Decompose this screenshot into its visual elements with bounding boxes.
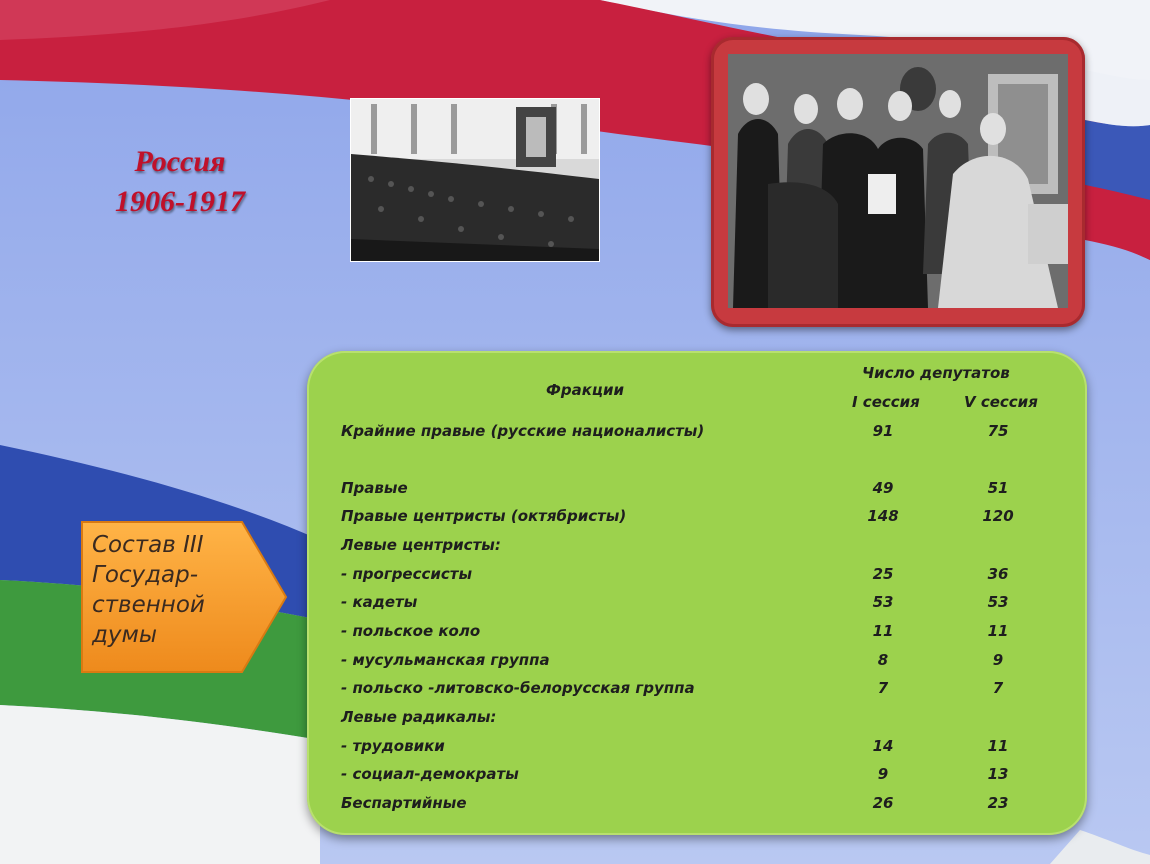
table-row — [307, 765, 1087, 791]
callout-line: ственной — [92, 592, 205, 618]
session-5-value: 120 — [982, 507, 1014, 525]
faction-name: - польско -литовско-белорусская группа — [341, 679, 695, 697]
session-1-value: 91 — [872, 422, 894, 440]
session-1-value: 53 — [872, 593, 894, 611]
faction-name: - кадеты — [341, 593, 418, 611]
faction-name: Крайние правые (русские националисты) — [341, 422, 705, 440]
session-1-value: 49 — [872, 479, 894, 497]
faction-name: Левые центристы: — [341, 536, 501, 554]
table-row — [307, 708, 1087, 734]
session-5-value: 13 — [987, 765, 1009, 783]
table-row — [307, 536, 1087, 562]
faction-name: - трудовики — [341, 737, 445, 755]
faction-name: - мусульманская группа — [341, 651, 550, 669]
callout-text — [92, 530, 252, 650]
callout-line: Государ- — [92, 562, 199, 588]
faction-name: - социал-демократы — [341, 765, 519, 783]
table-row — [307, 737, 1087, 763]
faction-name: - польское коло — [341, 622, 481, 640]
session-1-value: 7 — [877, 679, 889, 697]
callout-arrow — [80, 520, 290, 675]
session-5-value: 11 — [987, 622, 1009, 640]
faction-name: Правые — [341, 479, 408, 497]
table-row — [307, 593, 1087, 619]
table-row — [307, 794, 1087, 820]
header-session-1: I сессия — [852, 393, 920, 411]
header-session-5: V сессия — [964, 393, 1038, 411]
session-5-value: 7 — [992, 679, 1004, 697]
session-1-value: 11 — [872, 622, 894, 640]
session-5-value: 53 — [987, 593, 1009, 611]
callout-line: думы — [92, 622, 158, 648]
session-1-value: 26 — [872, 794, 894, 812]
session-5-value: 51 — [987, 479, 1009, 497]
session-1-value: 8 — [877, 651, 889, 669]
page-title — [80, 142, 280, 222]
faction-name: - прогрессисты — [341, 565, 473, 583]
session-1-value: 148 — [867, 507, 899, 525]
table-row — [307, 565, 1087, 591]
session-5-value: 11 — [987, 737, 1009, 755]
title-line-years: 1906-1917 — [115, 185, 245, 218]
faction-name: Правые центристы (октябристы) — [341, 507, 627, 525]
table-row — [307, 422, 1087, 448]
session-5-value: 36 — [987, 565, 1009, 583]
session-1-value: 9 — [877, 765, 889, 783]
table-row — [307, 507, 1087, 533]
factions-table-panel — [307, 351, 1087, 835]
session-1-value: 14 — [872, 737, 894, 755]
header-factions: Фракции — [546, 381, 625, 399]
faction-name: Левые радикалы: — [341, 708, 497, 726]
table-row — [307, 651, 1087, 677]
officials-photo — [728, 54, 1068, 308]
table-row — [307, 679, 1087, 705]
officials-photo-frame — [711, 37, 1085, 327]
header-deputies: Число депутатов — [862, 364, 1010, 382]
table-row — [307, 479, 1087, 505]
session-1-value: 25 — [872, 565, 894, 583]
session-5-value: 23 — [987, 794, 1009, 812]
faction-name: Беспартийные — [341, 794, 467, 812]
callout-line: Состав III — [92, 532, 204, 558]
session-5-value: 9 — [992, 651, 1004, 669]
duma-hall-photo — [350, 98, 600, 262]
session-5-value: 75 — [987, 422, 1009, 440]
table-row — [307, 622, 1087, 648]
title-line-country: Россия — [134, 145, 226, 178]
